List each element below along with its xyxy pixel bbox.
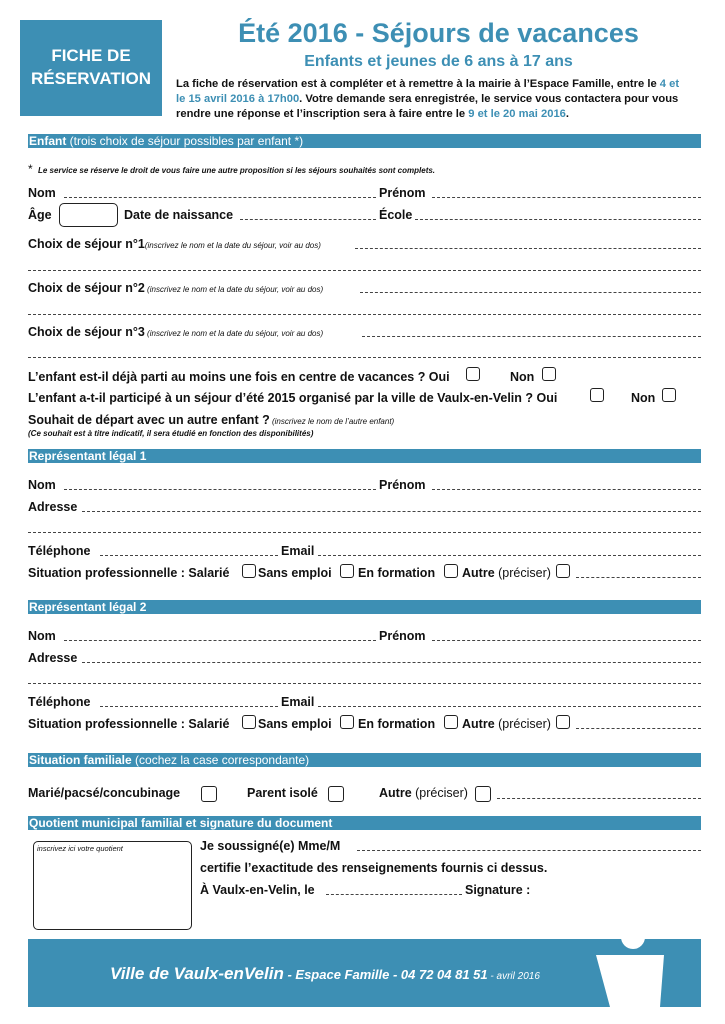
section-enfant-title: Enfant: [29, 134, 67, 148]
rep1-salarie-checkbox[interactable]: [242, 564, 256, 578]
choix1-text: Choix de séjour n°1: [28, 237, 145, 251]
enfant-age-box[interactable]: [59, 203, 118, 227]
rep2-autre-text: Autre: [462, 717, 495, 731]
intro-part-a: La fiche de réservation est à compléter et à remettre à la mairie à l’Espace Famille, entre le: [176, 78, 660, 90]
q1-oui-checkbox[interactable]: [466, 367, 480, 381]
famille-isole-checkbox[interactable]: [328, 786, 344, 802]
q1-non-checkbox[interactable]: [542, 367, 556, 381]
page-title: Été 2016 - Séjours de vacances: [238, 18, 639, 48]
section-famille: [28, 753, 701, 767]
enfant-nom-field[interactable]: [64, 197, 376, 198]
choix1-hint: (inscrivez le nom et la date du séjour, voir au dos): [144, 241, 321, 250]
rep1-autre-label: [462, 565, 551, 581]
section-enfant: [28, 134, 701, 148]
rep1-email-label: Email: [281, 544, 315, 558]
soussigne-label: Je soussigné(e) Mme/M: [200, 839, 341, 853]
choix3-text: Choix de séjour n°3: [28, 325, 145, 339]
enfant-age-label: Âge: [28, 208, 52, 222]
rep2-telephone-field[interactable]: [100, 706, 278, 707]
choix1-field-line2[interactable]: [28, 270, 701, 271]
rep2-nom-label: Nom: [28, 629, 56, 643]
rep2-formation-label: En formation: [358, 717, 436, 731]
soussigne-field[interactable]: [357, 850, 701, 851]
rep1-autre-text: Autre: [462, 566, 495, 580]
info-i-icon: [588, 927, 678, 1007]
intro-part-d: .: [565, 108, 569, 120]
choix3-hint: (inscrivez le nom et la date du séjour, voir au dos): [144, 329, 324, 338]
enfant-nom-label: Nom: [28, 186, 56, 200]
souhait-note: (Ce souhait est à titre indicatif, il sera étudié en fonction des disponibilités): [28, 429, 314, 438]
rep1-adresse-label: Adresse: [28, 500, 78, 514]
rep1-sans-emploi-label: Sans emploi: [258, 566, 332, 580]
section-quotient-title: Quotient municipal familial et signature du document: [29, 816, 333, 830]
certifie-text: certifie l’exactitude des renseignements fournis ci dessus.: [200, 861, 548, 875]
section-famille-title: Situation familiale: [29, 753, 132, 767]
famille-preciser: (préciser): [411, 786, 468, 800]
choix2-label: [28, 280, 323, 298]
famille-autre-label: [379, 785, 468, 801]
footer-espace: - Espace Famille: [283, 967, 390, 982]
rep2-autre-field[interactable]: [576, 728, 701, 729]
lieu-label: À Vaulx-en-Velin, le: [200, 883, 315, 897]
star-mark: *: [28, 162, 33, 176]
page-subtitle: Enfants et jeunes de 6 ans à 17 ans: [304, 53, 573, 70]
section-rep2: [28, 600, 701, 614]
choix2-field-line2[interactable]: [28, 314, 701, 315]
rep2-prenom-field[interactable]: [432, 640, 701, 641]
intro-part-b: . Votre demande sera enregistrée, le service vous contactera pour vous: [299, 93, 679, 105]
souhait-hint: (inscrivez le nom de l’autre enfant): [269, 417, 395, 426]
rep2-situation-label: Situation professionnelle : Salarié: [28, 717, 230, 731]
enfant-ecole-label: École: [379, 208, 413, 222]
rep2-adresse-label: Adresse: [28, 651, 78, 665]
footer-text: [110, 964, 540, 984]
choix2-hint: (inscrivez le nom et la date du séjour, voir au dos): [144, 285, 324, 294]
footer-date: - avril 2016: [487, 971, 540, 982]
rep2-email-label: Email: [281, 695, 315, 709]
rep1-autre-field[interactable]: [576, 577, 701, 578]
choix3-label: [28, 324, 323, 342]
rep1-email-field[interactable]: [318, 555, 701, 556]
footer-tel: - 04 72 04 81 51: [389, 967, 488, 982]
rep2-telephone-label: Téléphone: [28, 695, 91, 709]
section-quotient: [28, 816, 701, 830]
section-rep1-title: Représentant légal 1: [29, 449, 147, 463]
signature-label: Signature :: [465, 883, 531, 897]
choix3-field-line2[interactable]: [28, 357, 701, 358]
q1-non-label: Non: [510, 370, 535, 384]
rep2-sans-emploi-label: Sans emploi: [258, 717, 332, 731]
rep1-telephone-label: Téléphone: [28, 544, 91, 558]
souhait-text: Souhait de départ avec un autre enfant ?: [28, 413, 270, 427]
footer-ville: Ville de Vaulx-enVelin: [110, 964, 284, 983]
q2-non-label: Non: [631, 391, 656, 405]
intro-date-1b: le 15 avril 2016 à 17h00: [176, 93, 300, 105]
q-centre-vacances: L’enfant est-il déjà parti au moins une fois en centre de vacances ? Oui: [28, 370, 450, 384]
disclaimer: Le service se réserve le droit de vous faire une autre proposition si les séjours souhaités sont complets.: [38, 166, 436, 175]
footer-band: [28, 939, 701, 1007]
famille-autre-field[interactable]: [497, 798, 701, 799]
rep1-formation-label: En formation: [358, 566, 436, 580]
intro-part-c: rendre une réponse et l’inscription sera à faire entre le: [176, 108, 469, 120]
rep1-nom-field[interactable]: [64, 489, 376, 490]
rep1-prenom-field[interactable]: [432, 489, 701, 490]
choix2-text: Choix de séjour n°2: [28, 281, 145, 295]
enfant-naissance-label: Date de naissance: [124, 208, 234, 222]
enfant-prenom-field[interactable]: [432, 197, 701, 198]
intro-date-1a: 4 et: [659, 78, 680, 90]
choix1-field[interactable]: [355, 248, 701, 249]
fiche-line-1: FICHE DE: [51, 46, 131, 65]
enfant-ecole-field[interactable]: [415, 219, 701, 220]
famille-isole-label: Parent isolé: [247, 786, 318, 800]
rep1-prenom-label: Prénom: [379, 478, 426, 492]
rep2-preciser: (préciser): [494, 717, 551, 731]
date-field[interactable]: [326, 894, 462, 895]
rep1-formation-checkbox[interactable]: [444, 564, 458, 578]
rep2-email-field[interactable]: [318, 706, 701, 707]
rep1-adresse-field[interactable]: [82, 511, 701, 512]
rep1-adresse-field-line2[interactable]: [28, 532, 701, 533]
rep1-preciser: (préciser): [494, 566, 551, 580]
rep2-formation-checkbox[interactable]: [444, 715, 458, 729]
fiche-line-2: RÉSERVATION: [31, 69, 151, 88]
intro-text: [176, 77, 703, 122]
rep2-adresse-field-line2[interactable]: [28, 683, 701, 684]
rep1-telephone-field[interactable]: [100, 555, 278, 556]
rep2-adresse-field[interactable]: [82, 662, 701, 663]
choix1-label: [28, 236, 321, 254]
quotient-hint: inscrivez ici votre quotient: [37, 844, 123, 853]
enfant-naissance-field[interactable]: [240, 219, 376, 220]
section-rep2-title: Représentant légal 2: [29, 600, 147, 614]
q2-oui-checkbox[interactable]: [590, 388, 604, 402]
souhait-label: [28, 412, 394, 430]
famille-marie-checkbox[interactable]: [201, 786, 217, 802]
rep2-sans-emploi-checkbox[interactable]: [340, 715, 354, 729]
fiche-reservation-box: [20, 20, 162, 116]
enfant-prenom-label: Prénom: [379, 186, 426, 200]
rep1-nom-label: Nom: [28, 478, 56, 492]
famille-autre-checkbox[interactable]: [475, 786, 491, 802]
rep1-autre-checkbox[interactable]: [556, 564, 570, 578]
intro-date-2: 9 et le 20 mai 2016: [468, 108, 566, 120]
rep2-nom-field[interactable]: [64, 640, 376, 641]
q2-non-checkbox[interactable]: [662, 388, 676, 402]
rep1-situation-label: Situation professionnelle : Salarié: [28, 566, 230, 580]
rep2-autre-label: [462, 716, 551, 732]
section-famille-note: (cochez la case correspondante): [131, 753, 310, 767]
section-enfant-note: (trois choix de séjour possibles par enfant *): [66, 134, 304, 148]
rep2-prenom-label: Prénom: [379, 629, 426, 643]
section-rep1: [28, 449, 701, 463]
choix3-field[interactable]: [362, 336, 701, 337]
rep2-autre-checkbox[interactable]: [556, 715, 570, 729]
rep2-salarie-checkbox[interactable]: [242, 715, 256, 729]
rep1-sans-emploi-checkbox[interactable]: [340, 564, 354, 578]
choix2-field[interactable]: [360, 292, 701, 293]
quotient-input-box[interactable]: [33, 841, 192, 930]
famille-autre-text: Autre: [379, 786, 412, 800]
famille-marie-label: Marié/pacsé/concubinage: [28, 786, 181, 800]
q-sejour-2015: L’enfant a-t-il participé à un séjour d’été 2015 organisé par la ville de Vaulx-en-Velin ? Oui: [28, 391, 558, 405]
